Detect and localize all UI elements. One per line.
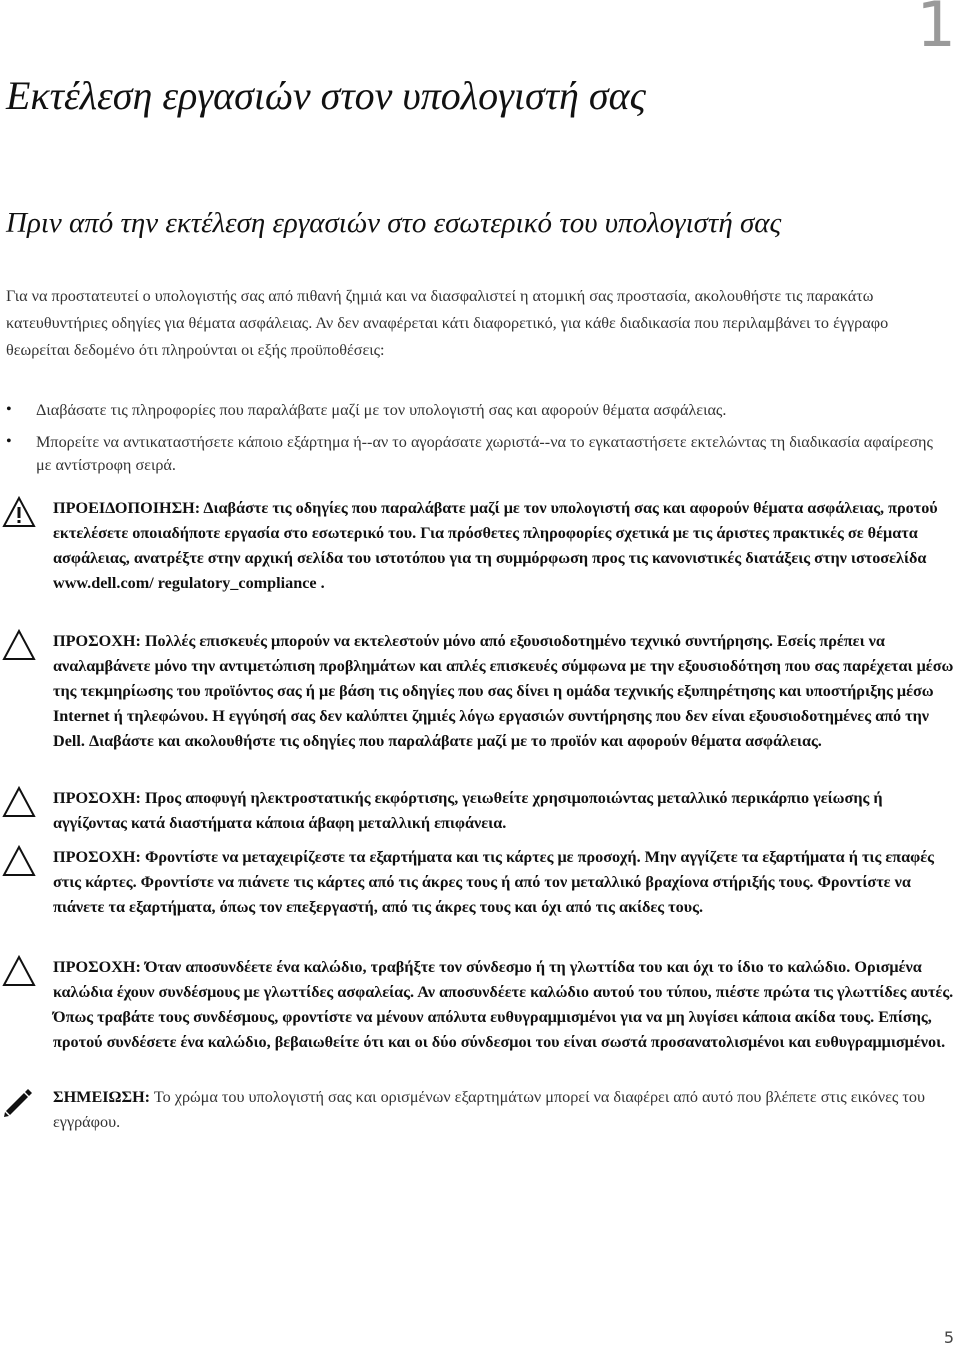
warning-label: ΠΡΟΕΙΔΟΠΟΙΗΣΗ: [53,499,201,517]
caution-triangle-icon [2,629,36,661]
bullet-icon: • [6,432,12,450]
caution-text [53,786,958,836]
list-item [6,431,951,477]
caution-body: Προς αποφυγή ηλεκτροστατικής εκφόρτισης, γειωθείτε χρησιμοποιώντας μεταλλικό περικάρπιο γείωσης ή αγγίζοντας κατά διαστήματα κάποια άβαφη μεταλλική επιφάνεια. [53,789,883,832]
caution-label: ΠΡΟΣΟΧΗ: [53,958,141,976]
caution-triangle-icon [2,955,36,987]
note-body: Το χρώμα του υπολογιστή σας και ορισμένων εξαρτημάτων μπορεί να διαφέρει από αυτό που βλέπετε στις εικόνες του εγγράφου. [53,1088,925,1131]
caution-label: ΠΡΟΣΟΧΗ: [53,789,141,807]
caution-text [53,629,958,754]
pencil-note-icon [2,1085,36,1117]
caution-triangle-icon [2,786,36,818]
note-label: ΣΗΜΕΙΩΣΗ: [53,1088,151,1106]
caution-body: Φροντίστε να μεταχειρίζεστε τα εξαρτήματα και τις κάρτες με προσοχή. Μην αγγίζετε τα εξαρτήματα ή τις επαφές στις κάρτες. Φροντίστε να πιάνετε τις κάρτες από τις άκρες τους ή από τον μεταλλικό βραχίονα στήριξής τους. Φροντίστε να πιάνετε τα εξαρτήματα, όπως τον επεξεργαστή, από τις άκρες τους και όχι από τις ακίδες τους. [53,848,934,916]
warning-text [53,496,958,596]
warning-body: Διαβάστε τις οδηγίες που παραλάβατε μαζί με τον υπολογιστή σας και αφορούν θέματα ασφάλειας, προτού εκτελέσετε οποιαδήποτε εργασία στο εσωτερικό του. Για πρόσθετες πληροφορίες σχετικά με τις άριστες πρακτικές σε θέματα ασφάλειας, ανατρέξτε στην αρχική σελίδα του ιστοτόπου για τη συμμόρφωση προς τις κανονιστικές διατάξεις στην ιστοσελίδα www.dell.com/ regulatory_compliance . [53,499,938,592]
intro-paragraph: Για να προστατευτεί ο υπολογιστής σας από πιθανή ζημιά και να διασφαλιστεί η ατομική σας προστασία, ακολουθήστε τις παρακάτω κατευθυντήριες οδηγίες για θέματα ασφάλειας. Αν δεν αναφέρεται κάτι διαφορετικό, για κάθε διαδικασία που περιλαμβάνει το έγγραφο θεωρείται δεδομένο ότι πληρούνται οι εξής προϋποθέσεις: [6,287,889,359]
page-title: Εκτέλεση εργασιών στον υπολογιστή σας [6,73,646,118]
list-item-text: Μπορείτε να αντικαταστήσετε κάποιο εξάρτημα ή--αν το αγοράσατε χωριστά--να το εγκαταστήσετε εκτελώντας τη διαδικασία αφαίρεσης με αντίστροφη σειρά. [36,433,933,474]
section-title: Πριν από την εκτέλεση εργασιών στο εσωτερικό του υπολογιστή σας [6,207,782,239]
caution-body: Όταν αποσυνδέετε ένα καλώδιο, τραβήξτε τον σύνδεσμο ή τη γλωττίδα του και όχι το ίδιο το καλώδιο. Ορισμένα καλώδια έχουν συνδέσμους με γλωττίδες ασφαλείας. Αν αποσυνδέετε καλώδιο αυτού του τύπου, πιέστε πρώτα τις γλωττίδες αυτές. Όπως τραβάτε τους συνδέσμους, φροντίστε να μένουν απόλυτα ευθυγραμμισμένοι για να μη λυγίσει κάποια ακίδα τους. Επίσης, προτού συνδέσετε ένα καλώδιο, βεβαιωθείτε ότι και οι δύο σύνδεσμοι του είναι σωστά προσανατολισμένοι και ευθυγραμμισμένοι. [53,958,954,1051]
caution-label: ΠΡΟΣΟΧΗ: [53,632,141,650]
bullet-icon: • [6,400,12,418]
caution-label: ΠΡΟΣΟΧΗ: [53,848,141,866]
caution-text [53,845,958,920]
caution-text [53,955,958,1055]
page-number: 5 [943,1328,954,1347]
bullet-list [6,399,951,486]
warning-triangle-icon [2,496,36,528]
chapter-number: 1 [916,0,956,61]
caution-body: Πολλές επισκευές μπορούν να εκτελεστούν μόνο από εξουσιοδοτημένο τεχνικό συντήρησης. Εσείς πρέπει να αναλαμβάνετε μόνο την αντιμετώπιση προβλημάτων και απλές επισκευές σύμφωνα με την εξουσιοδότηση που σας παρέχεται μέσω της τεκμηρίωσης του προϊόντος σας ή με βάση τις οδηγίες που σας δίνει η ομάδα τεχνικής εξυπηρέτησης και υποστήριξης μέσω Internet ή τηλεφώνου. Η εγγύησή σας δεν καλύπτει ζημιές λόγω εργασιών συντήρησης που δεν είναι εξουσιοδοτημένες από την Dell. Διαβάστε και ακολουθήστε τις οδηγίες που παραλάβατε μαζί με το προϊόν και αφορούν θέματα ασφάλειας. [53,632,954,750]
caution-triangle-icon [2,845,36,877]
list-item [6,399,951,422]
list-item-text: Διαβάσατε τις πληροφορίες που παραλάβατε μαζί με τον υπολογιστή σας και αφορούν θέματα ασφάλειας. [36,401,727,419]
note-text [53,1085,958,1135]
